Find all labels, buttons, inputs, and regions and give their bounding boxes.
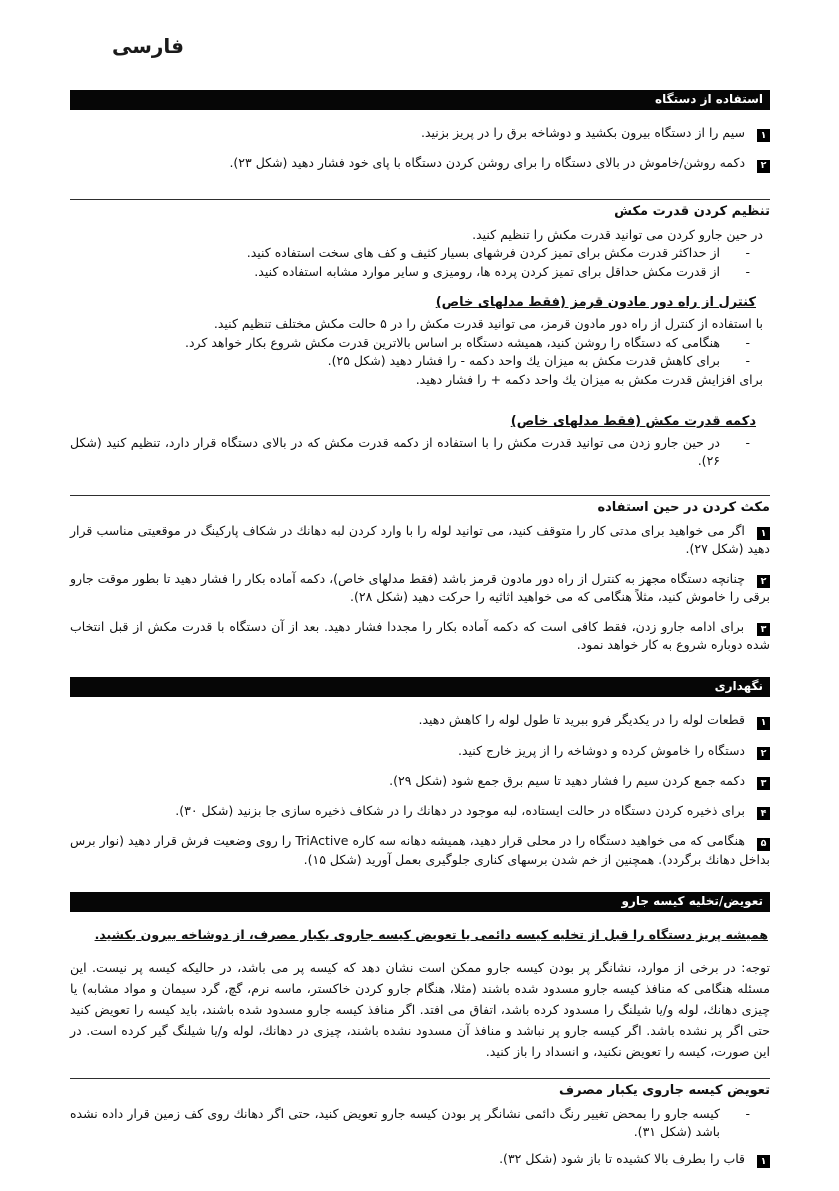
storage-step-1 [70, 711, 770, 729]
section-bar-dustbag-title: تعویض/تخلیه کیسه جارو [621, 894, 763, 908]
step-number-badge: ۱ [757, 527, 770, 540]
step-text: اگر می خواهید برای مدتی کار را متوقف کنید، می توانید لوله را با وارد کردن لبه دهانك در شکاف پارکینگ در موقعیتی مناسب قرار دهید (شکل ۲۷). [70, 523, 770, 557]
bullet-text: کیسه جارو را بمحض تغییر رنگ دائمی نشانگر پر بودن کیسه جارو تعویض کنید، حتی اگر دهانك روی کف زمین قرار داده نشده باشد (شکل ۳۱). [70, 1106, 720, 1139]
step-text: دستگاه را خاموش کرده و دوشاخه را از پریز خارج کنید. [457, 742, 746, 758]
section-bar-dustbag [70, 892, 770, 912]
heading-disposable-bag [70, 1078, 770, 1098]
step-number-badge: ۱ [757, 717, 770, 730]
bullet-text: در حین جارو زدن می توانید قدرت مکش را با استفاده از دکمه قدرت مکش که در بالای دستگاه قرار دارد، تنظیم کنید (شکل ۲۶). [70, 435, 720, 468]
manual-content [70, 90, 770, 1180]
bullet-text: از قدرت مکش حداقل برای تمیز کردن پرده ها، رومیزی و سایر موارد مشابه استفاده کنید. [254, 263, 720, 279]
heading-suction-button [70, 414, 770, 429]
step-text: چنانچه دستگاه مجهز به کنترل از راه دور مادون قرمز باشد (فقط مدلهای خاص)، دکمه آماده بکار را فشار دهید تا بطور موقت جارو برقی را خاموش کنید، مثلاً هنگامی که می خواهید اثاثیه را حرکت دهید (شکل ۲۸). [70, 570, 770, 604]
step-number-badge: ۳ [757, 623, 770, 636]
remote-control-bullet-2 [70, 352, 770, 370]
step-number-badge: ۱ [757, 1155, 770, 1168]
step-number-badge: ۲ [757, 575, 770, 588]
dash-marker: - [745, 245, 750, 260]
step-text: دکمه جمع کردن سیم را فشار دهید تا سیم برق جمع شود (شکل ۲۹). [389, 772, 746, 788]
bullet-text: برای کاهش قدرت مکش به میزان یك واحد دکمه - را فشار دهید (شکل ۲۵). [327, 353, 720, 368]
step-number-badge: ۴ [757, 807, 770, 820]
step-text: سیم را از دستگاه بیرون بکشید و دوشاخه برق را در پریز بزنید. [420, 125, 746, 140]
step-text: قطعات لوله را در یکدیگر فرو ببرید تا طول لوله را کاهش دهید. [418, 712, 746, 728]
suction-adjust-bullet-1 [70, 244, 770, 262]
section-bar-usage [70, 90, 770, 110]
dash-marker: - [745, 1106, 750, 1121]
step-number-badge: ۲ [757, 160, 770, 173]
storage-step-5 [70, 832, 770, 868]
heading-text: دکمه قدرت مکش (فقط مدلهای خاص) [510, 414, 756, 429]
step-text: دکمه روشن/خاموش در بالای دستگاه را برای روشن کردن دستگاه با پای خود فشار دهید (شکل ۲۳). [229, 155, 746, 171]
step-text: قاب را بطرف بالا کشیده تا باز شود (شکل ۳۲). [499, 1151, 746, 1166]
suction-adjust-bullet-2 [70, 263, 770, 281]
remote-control-intro: با استفاده از کنترل از راه دور مادون قرمز، می توانید قدرت مکش را در ۵ حالت مکش مختلف تنظیم کنید. [213, 316, 763, 331]
heading-remote-control [70, 295, 770, 310]
dash-marker: - [745, 353, 750, 368]
pausing-step-3 [70, 618, 770, 654]
storage-step-4 [70, 802, 770, 820]
step-number-badge: ۲ [757, 747, 770, 760]
storage-step-2 [70, 742, 770, 760]
pausing-step-2 [70, 570, 770, 606]
dash-marker: - [745, 263, 750, 279]
usage-step-2 [70, 154, 770, 172]
bullet-text: هنگامی که دستگاه را روشن کنید، همیشه دستگاه بر اساس بالاترین قدرت مکش شروع بکار خواهد کرد. [184, 334, 720, 350]
step-number-badge: ۳ [757, 777, 770, 790]
section-bar-storage-title: نگهداری [714, 679, 763, 694]
heading-suction-adjust [70, 199, 770, 219]
heading-text: مکث کردن در حین استفاده [597, 500, 770, 515]
disposable-bag-bullet-1 [70, 1105, 770, 1140]
dustbag-warning: همیشه پریز دستگاه را قبل از تخلیه کیسه دائمی یا تعویض کیسه جاروی یکبار مصرف، از دوشاخه بیرون بکشید. [94, 927, 768, 942]
heading-text: کنترل از راه دور مادون قرمز (فقط مدلهای خاص) [435, 295, 756, 310]
suction-adjust-intro: در حین جارو کردن می توانید قدرت مکش را تنظیم کنید. [472, 226, 763, 242]
heading-text: تعویض کیسه جاروی یکبار مصرف [559, 1083, 770, 1098]
step-text: برای ذخیره کردن دستگاه در حالت ایستاده، لبه موجود در دهانك را در شکاف ذخیره سازی جا بزنید (شکل ۳۰). [175, 803, 746, 818]
usage-step-1 [70, 124, 770, 142]
remote-control-bullet-1 [70, 334, 770, 352]
bullet-text: از حداکثر قدرت مکش برای تمیز کردن فرشهای بسیار کثیف و کف های سخت استفاده کنید. [246, 245, 720, 260]
heading-pausing [70, 495, 770, 515]
step-number-badge: ۱ [757, 129, 770, 142]
step-text: برای ادامه جارو زدن، فقط کافی است که دکمه آماده بکار را مجددا فشار دهید. بعد از آن دستگاه با قدرت مکش از قبل انتخاب شده دوباره شروع به کار خواهد نمود. [70, 618, 770, 652]
section-bar-storage [70, 677, 770, 697]
dash-marker: - [745, 334, 750, 350]
dash-marker: - [745, 435, 750, 450]
remote-control-note: برای افزایش قدرت مکش به میزان یك واحد دکمه + را فشار دهید. [415, 371, 763, 387]
suction-button-bullet-1 [70, 434, 770, 469]
heading-text: تنظیم کردن قدرت مکش [614, 203, 770, 219]
pausing-step-1 [70, 522, 770, 558]
disposable-bag-step-1 [70, 1150, 770, 1168]
step-number-badge: ۵ [757, 838, 770, 851]
dustbag-note: توجه: در برخی از موارد، نشانگر پر بودن کیسه جارو ممکن است نشان دهد که کیسه پر می باشد، در حالیکه کیسه پر نیست. این مسئله هنگامی که منافذ کیسه جارو مسدود شده باشند (مثلا، هنگام جارو کردن خاکستر، ماسه نرم، گچ، گرد سیمان و مواد مشابه) یا چیزی دهانك، لوله و/یا شیلنگ را مسدود کرده باشد، اتفاق می افتد. اگر منافذ کیسه جارو مسدود شده باشند، باید کیسه را تعویض کنید حتی اگر پر نشده باشد. اگر کیسه جارو پر نباشد و منافذ آن مسدود نشده باشند، چیزی در دهانك، لوله و/یا شیلنگ گیر کرده است. در این صورت، کیسه را تعویض نکنید، و انسداد را باز کنید. [70, 960, 770, 1059]
storage-step-3 [70, 772, 770, 790]
step-text: هنگامی که می خواهید دستگاه را در محلی قرار دهید، همیشه دهانه سه کاره TriActive را روی وضعیت فرش قرار دهید (نوار برس بداخل دهانك برگردد). همچنین از خم شدن برسهای کناری جلوگیری بعمل آورید (شکل ۱۵). [70, 833, 770, 867]
language-label: فارسی [112, 34, 185, 58]
section-bar-usage-title: استفاده از دستگاه [655, 92, 763, 106]
